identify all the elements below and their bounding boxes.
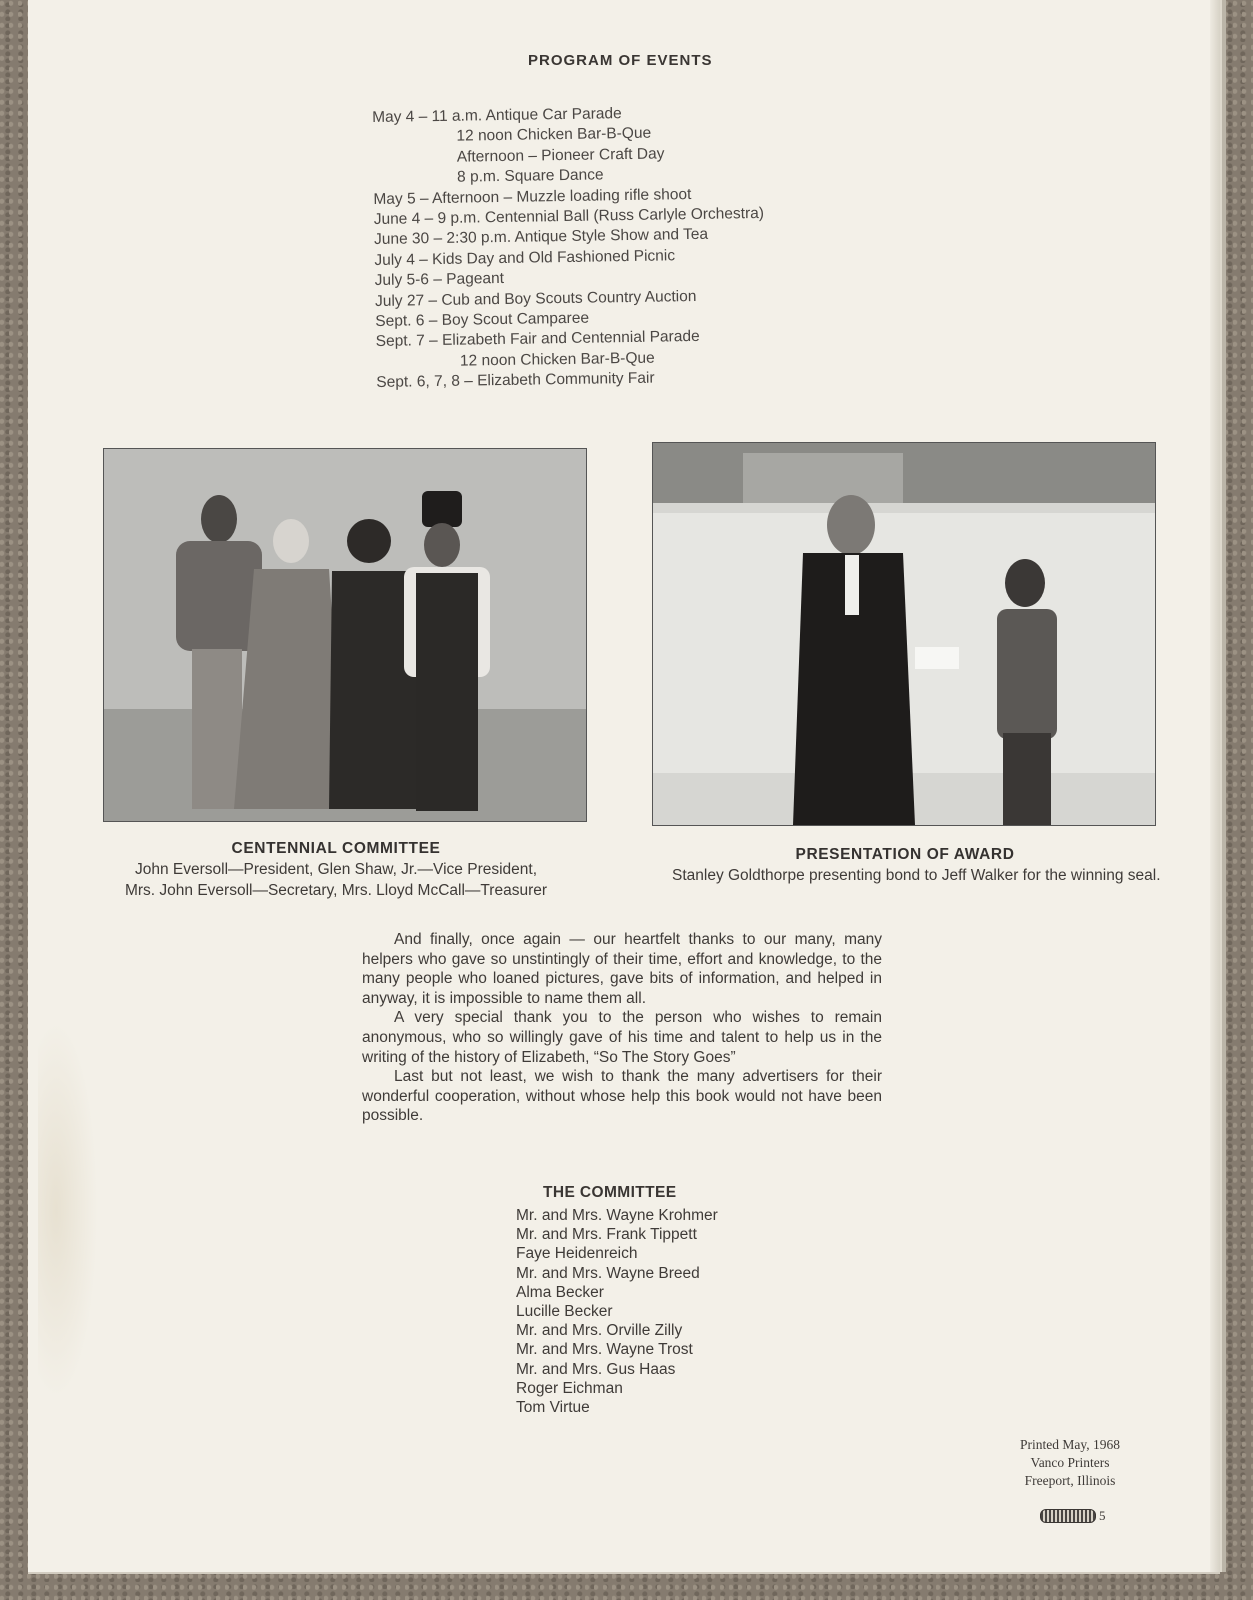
committee-member: Mr. and Mrs. Frank Tippett xyxy=(516,1226,697,1244)
committee-caption-line: Mrs. John Eversoll—Secretary, Mrs. Lloyd McCall—Treasurer xyxy=(124,882,548,899)
committee-member: Roger Eichman xyxy=(516,1379,623,1397)
event-item: Afternoon – Pioneer Craft Day xyxy=(456,145,665,166)
program-title: PROGRAM OF EVENTS xyxy=(528,52,713,69)
event-item: 12 noon Chicken Bar-B-Que xyxy=(459,349,655,370)
award-photo xyxy=(652,442,1156,826)
committee-member: Tom Virtue xyxy=(516,1399,590,1417)
committee-member: Mr. and Mrs. Gus Haas xyxy=(516,1360,676,1378)
event-item: 8 p.m. Square Dance xyxy=(456,166,604,186)
printer-line: Freeport, Illinois xyxy=(1024,1473,1116,1488)
committee-member: Mr. and Mrs. Wayne Breed xyxy=(516,1264,700,1282)
event-item: July 4 – Kids Day and Old Fashioned Picnic xyxy=(374,247,676,269)
committee-member: Alma Becker xyxy=(516,1283,604,1301)
event-item: June 30 – 2:30 p.m. Antique Style Show and Tea xyxy=(373,226,709,249)
event-item: June 4 – 9 p.m. Centennial Ball (Russ Carlyle Orchestra) xyxy=(373,204,765,229)
award-caption xyxy=(640,844,1170,886)
closing-text xyxy=(362,930,882,1126)
committee-photo xyxy=(103,448,587,822)
event-item: 12 noon Chicken Bar-B-Que xyxy=(456,125,652,146)
committee-member: Lucille Becker xyxy=(516,1303,613,1321)
committee-member: Faye Heidenreich xyxy=(516,1245,638,1263)
event-item: Sept. 6 – Boy Scout Camparee xyxy=(375,309,590,331)
committee-caption xyxy=(80,838,592,901)
printer-line: Printed May, 1968 xyxy=(1020,1437,1120,1452)
printer-line: Vanco Printers xyxy=(1030,1455,1110,1470)
event-item: Sept. 6, 7, 8 – Elizabeth Community Fair xyxy=(376,369,655,392)
award-caption-title: PRESENTATION OF AWARD xyxy=(795,846,1015,863)
event-item: July 27 – Cub and Boy Scouts Country Auction xyxy=(374,287,697,310)
page-folio xyxy=(1040,1508,1106,1524)
committee-member: Mr. and Mrs. Orville Zilly xyxy=(516,1322,683,1340)
event-item: May 4 – 11 a.m. Antique Car Parade xyxy=(372,105,622,126)
committee-caption-title: CENTENNIAL COMMITTEE xyxy=(231,840,441,857)
event-item: July 5-6 – Pageant xyxy=(374,270,505,290)
closing-paragraph: A very special thank you to the person who wishes to remain anonymous, who so willingly gave of his time and talent to help us in the writing of the history of Elizabeth, “So The Story Goes” xyxy=(362,1009,882,1066)
closing-paragraph: Last but not least, we wish to thank the many advertisers for their wonderful cooperation, without whose help this book would not have been possible. xyxy=(362,1068,882,1125)
award-caption-body: Stanley Goldthorpe presenting bond to Jeff Walker for the winning seal. xyxy=(672,867,1161,884)
water-stain xyxy=(38,1020,98,1400)
committee-title: THE COMMITTEE xyxy=(543,1184,677,1201)
committee-member: Mr. and Mrs. Wayne Krohmer xyxy=(516,1207,718,1224)
committee-list xyxy=(516,1206,718,1417)
committee-member: Mr. and Mrs. Wayne Trost xyxy=(516,1341,693,1359)
events-list xyxy=(372,102,767,394)
page-number: 5 xyxy=(1099,1508,1106,1523)
printer-imprint xyxy=(990,1436,1150,1490)
closing-paragraph: And finally, once again — our heartfelt thanks to our many, many helpers who gave so unstintingly of their time, effort and knowledge, to the many people who loaned pictures, gave bits of information, and helped in anyway, it is impossible to name them all. xyxy=(362,931,882,1007)
committee-caption-line: John Eversoll—President, Glen Shaw, Jr.—Vice President, xyxy=(134,861,538,878)
event-item: Sept. 7 – Elizabeth Fair and Centennial Parade xyxy=(375,328,700,351)
union-bug-icon xyxy=(1040,1509,1096,1523)
event-item: May 5 – Afternoon – Muzzle loading rifle shoot xyxy=(373,185,692,208)
